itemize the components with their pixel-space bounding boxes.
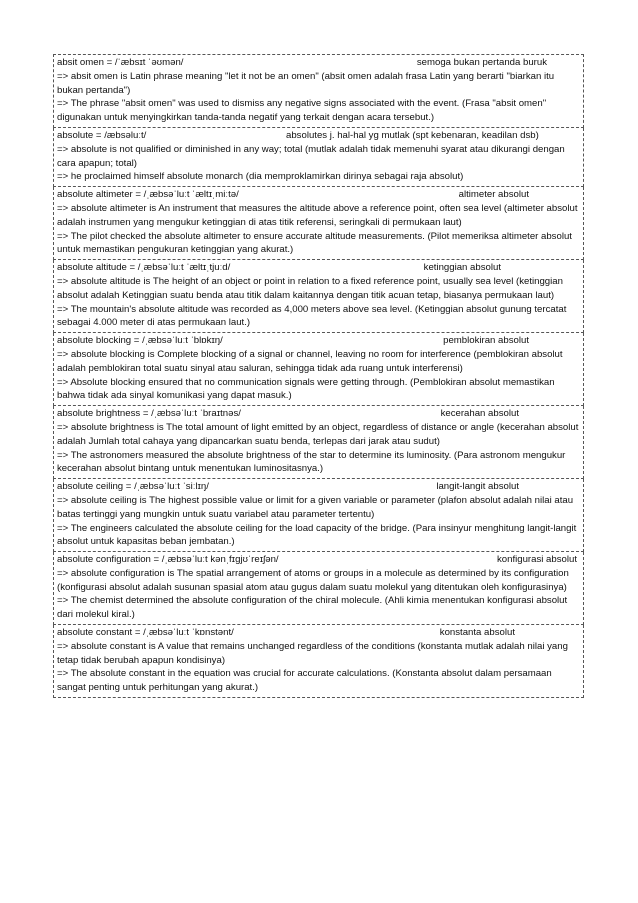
entry-headword: absit omen = /ˈæbsɪt ˈəʊmən/ [57,57,184,68]
entry-absolute [53,128,584,187]
entry-headword: absolute brightness = /ˌæbsəˈluːt ˈbraɪtnəs/ [57,408,241,420]
entry-example: => The absolute constant in the equation was crucial for accurate calculations. (Konstanta absolut dalam persamaan sangat penting untuk perhitungan yang akurat.) [57,668,552,694]
entry-definition: => absolute is not qualified or diminished in any way; total (mutlak adalah tidak memenuhi syarat atau dikurangi dengan cara apapun; total) [57,143,565,169]
entry-headword: absolute ceiling = /ˌæbsəˈluːt ˈsiːlɪŋ/ [57,481,209,493]
entry-headword-row [57,480,581,494]
entry-absolute-blocking [53,333,584,406]
entry-absolute-configuration [53,552,584,625]
entry-headword-row [57,407,581,421]
entry-translation: konstanta absolut [439,627,515,639]
entry-definition: => absolute brightness is The total amount of light emitted by an object, regardless of distance or angle (kecerahan absolut adalah Jumlah total cahaya yang dipancarkan suatu benda, terlepas dari jarak atau sudut) [57,421,579,447]
entry-absolute-ceiling [53,479,584,552]
entry-example: => The astronomers measured the absolute brightness of the star to determine its luminosity. (Para astronom mengukur kecerahan absolut bintang untuk menentukan luminositasnya.) [57,449,566,475]
entry-definition: => absolute configuration is The spatial arrangement of atoms or groups in a molecule as determined by its configuration (konfigurasi absolut adalah susunan spasial atom atau gugus dalam suatu molekul yang ditentukan oleh konfigurasinya) [57,567,569,593]
entry-translation: ketinggian absolut [423,262,501,274]
entry-definition: => absolute ceiling is The highest possible value or limit for a given variable or parameter (plafon absolut adalah nilai atau batas tertinggi yang mungkin untuk suatu variabel atau parameter tertentu) [57,494,574,520]
entry-headword-row [57,129,581,143]
entry-definition: => absolute altimeter is An instrument that measures the altitude above a reference point, often sea level (altimeter absolut adalah instrumen yang mengukur ketinggian di atas titik referensi, seringkali di permukaan laut) [57,202,578,228]
entry-definition: => absolute altitude is The height of an object or point in relation to a fixed reference point, usually sea level (ketinggian absolut adalah Ketinggian suatu benda atau titik dalam kaitannya dengan titik acuan tetap, biasanya permukaan laut) [57,275,563,301]
dictionary-page [53,54,584,698]
entry-headword: absolute blocking = /ˌæbsəˈluːt ˈblɒkɪŋ/ [57,335,223,347]
entry-headword: absolute altitude = /ˌæbsəˈluːt ˈæltɪˌtjuːd/ [57,262,231,274]
entry-example: => The chemist determined the absolute configuration of the chiral molecule. (Ahli kimia menentukan konfigurasi absolut dari molekul kiral.) [57,595,568,621]
entry-absolute-constant [53,625,584,698]
entry-example: => The pilot checked the absolute altimeter to ensure accurate altitude measurements. (Pilot memeriksa altimeter absolut untuk memastikan pengukuran ketinggian yang akurat.) [57,230,572,256]
entry-translation: konfigurasi absolut [497,554,577,566]
entry-translation: altimeter absolut [458,189,529,201]
entry-example: => The engineers calculated the absolute ceiling for the load capacity of the bridge. (Para insinyur menghitung langit-langit absolut untuk kapasitas beban jembatan.) [57,522,577,548]
entry-translation: langit-langit absolut [436,481,519,493]
entry-headword-row [57,334,581,348]
entry-definition: => absolute constant is A value that remains unchanged regardless of the conditions (konstanta mutlak adalah nilai yang tetap tidak berubah apapun kondisinya) [57,640,568,666]
entry-example: => The phrase "absit omen" was used to dismiss any negative signs associated with the event. (Frasa "absit omen" digunakan untuk menyingkirkan tanda-tanda negatif yang terkait dengan acara tersebut.) [57,98,547,124]
entry-headword-row [57,188,581,202]
entry-translation: kecerahan absolut [440,408,519,420]
entry-example: => he proclaimed himself absolute monarch (dia memproklamirkan dirinya sebagai raja absolut) [57,171,464,183]
entry-headword-row [57,261,581,275]
entry-headword: absolute altimeter = /ˌæbsəˈluːt ˈæltɪˌmiːtə/ [57,189,239,201]
entry-translation: pemblokiran absolut [443,335,529,347]
entry-example: => Absolute blocking ensured that no communication signals were getting through. (Pemblokiran absolut memastikan bahwa tidak ada sinyal komunikasi yang dapat masuk.) [57,376,555,402]
entry-headword: absolute constant = /ˌæbsəˈluːt ˈkɒnstənt/ [57,627,234,639]
entry-definition: => absolute blocking is Complete blocking of a signal or channel, leaving no room for interference (pemblokiran absolut adalah pemblokiran total suatu sinyal atau saluran, sehingga tidak ada ruang untuk interferensi) [57,348,563,374]
entry-absolute-altimeter [53,187,584,260]
entry-definition: => absit omen is Latin phrase meaning "let it not be an omen" (absit omen adalah frasa Latin yang berarti "biarkan itu bukan pertanda") [57,70,555,96]
entry-absolute-altitude [53,260,584,333]
entry-headword-row [57,56,581,70]
entry-example: => The mountain's absolute altitude was recorded as 4,000 meters above sea level. (Ketinggian absolut gunung tercatat sebagai 4.000 meter di atas permukaan laut.) [57,303,567,329]
entry-absolute-brightness [53,406,584,479]
entry-translation: semoga bukan pertanda buruk [416,57,547,68]
entry-absit-omen [53,54,584,128]
entry-headword-row [57,553,581,567]
entry-headword-row [57,626,581,640]
entry-headword: absolute configuration = /ˌæbsəˈluːt kənˌfɪɡjʊˈreɪʃən/ [57,554,279,566]
entry-headword: absolute = /æbsəluːt/ [57,129,147,141]
entry-translation: absolutes j. hal-hal yg mutlak (spt kebenaran, keadilan dsb) [286,129,539,141]
